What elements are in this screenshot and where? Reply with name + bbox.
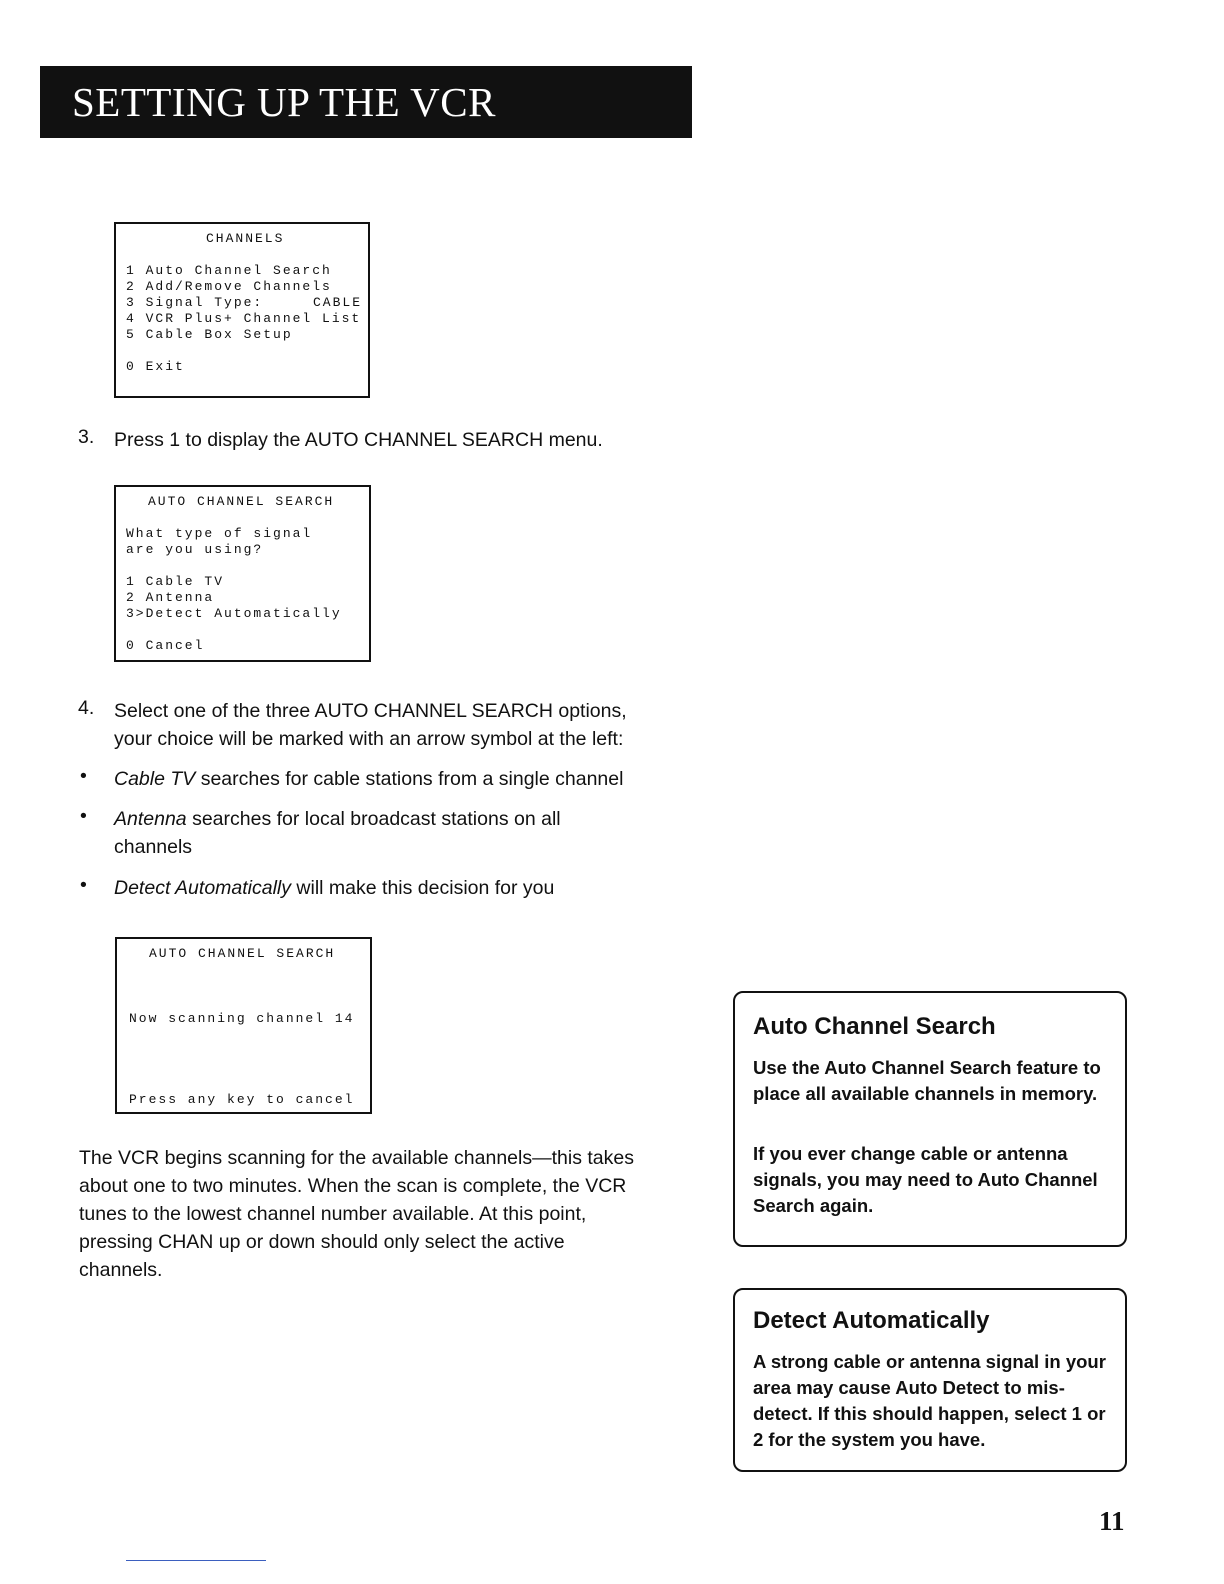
bullet-symbol: • (80, 805, 87, 827)
bullet-item (114, 874, 554, 902)
step-3-text: Press 1 to display the AUTO CHANNEL SEARCH menu. (114, 429, 603, 451)
signal-type-value: CABLE (312, 295, 362, 310)
menu-item: 3 Signal Type: (126, 295, 264, 310)
auto-menu-option: 1 Cable TV (126, 574, 225, 589)
section-header-bar (40, 66, 692, 138)
footer-rule (126, 1560, 266, 1561)
paragraph-line: pressing CHAN up or down should only select the active (79, 1231, 565, 1253)
bullet-item (114, 765, 623, 793)
step-4-text-line: your choice will be marked with an arrow symbol at the left: (114, 728, 624, 750)
tip-box-auto-channel-search (733, 991, 1127, 1247)
tip-paragraph: A strong cable or antenna signal in your area may cause Auto Detect to mis-detect. If this should happen, select 1 or 2 for the system you have. (753, 1351, 1106, 1450)
scanning-screen (115, 937, 372, 1114)
menu-item: 1 Auto Channel Search (126, 263, 332, 278)
menu-exit: 0 Exit (126, 359, 185, 374)
bullet-term: Detect Automatically (114, 877, 292, 899)
tip-paragraph: Use the Auto Channel Search feature to place all available channels in memory. (753, 1057, 1101, 1104)
section-title: SETTING UP THE VCR (72, 79, 496, 125)
auto-menu-prompt: are you using? (126, 542, 264, 557)
paragraph-line: The VCR begins scanning for the available channels—this takes (79, 1147, 634, 1169)
tip-heading: Detect Automatically (753, 1307, 990, 1334)
scan-menu-title: AUTO CHANNEL SEARCH (149, 946, 336, 961)
bullet-text: searches for cable stations from a single channel (195, 768, 624, 790)
menu-item: 5 Cable Box Setup (126, 327, 293, 342)
auto-menu-option: 2 Antenna (126, 590, 215, 605)
page-number: 11 (1099, 1506, 1125, 1536)
bullet-symbol: • (80, 765, 87, 787)
tip-heading: Auto Channel Search (753, 1013, 996, 1040)
auto-menu-title: AUTO CHANNEL SEARCH (148, 494, 335, 509)
auto-menu-option-selected: 3>Detect Automatically (126, 606, 342, 621)
step-4-text-line: Select one of the three AUTO CHANNEL SEARCH options, (114, 700, 627, 722)
scan-status: Now scanning channel 14 (129, 1011, 355, 1026)
bullet-term: Antenna (114, 808, 187, 830)
step-3-number: 3. (78, 426, 95, 448)
tip-paragraph: If you ever change cable or antenna signals, you may need to Auto Channel Search again. (753, 1143, 1098, 1216)
bullet-text-continued: channels (114, 836, 193, 858)
paragraph-line: channels. (79, 1259, 163, 1281)
paragraph-line: about one to two minutes. When the scan is complete, the VCR (79, 1175, 627, 1197)
bullet-item (114, 805, 561, 833)
bullet-text: searches for local broadcast stations on all (186, 808, 561, 830)
paragraph-line: tunes to the lowest channel number available. At this point, (79, 1203, 587, 1225)
bullet-symbol: • (80, 874, 87, 896)
scan-cancel-hint: Press any key to cancel (129, 1092, 355, 1107)
menu-item: 4 VCR Plus+ Channel List (126, 311, 362, 326)
auto-menu-prompt: What type of signal (126, 526, 313, 541)
bullet-text: will make this decision for you (291, 877, 555, 899)
step-4-number: 4. (78, 697, 95, 719)
menu-item: 2 Add/Remove Channels (126, 279, 332, 294)
bullet-term: Cable TV (114, 768, 196, 790)
channels-menu-screen (114, 222, 370, 398)
tip-box-detect-automatically (733, 1288, 1127, 1472)
channels-menu-title: CHANNELS (206, 231, 285, 246)
auto-channel-search-screen (114, 485, 371, 662)
auto-menu-cancel: 0 Cancel (126, 638, 205, 653)
